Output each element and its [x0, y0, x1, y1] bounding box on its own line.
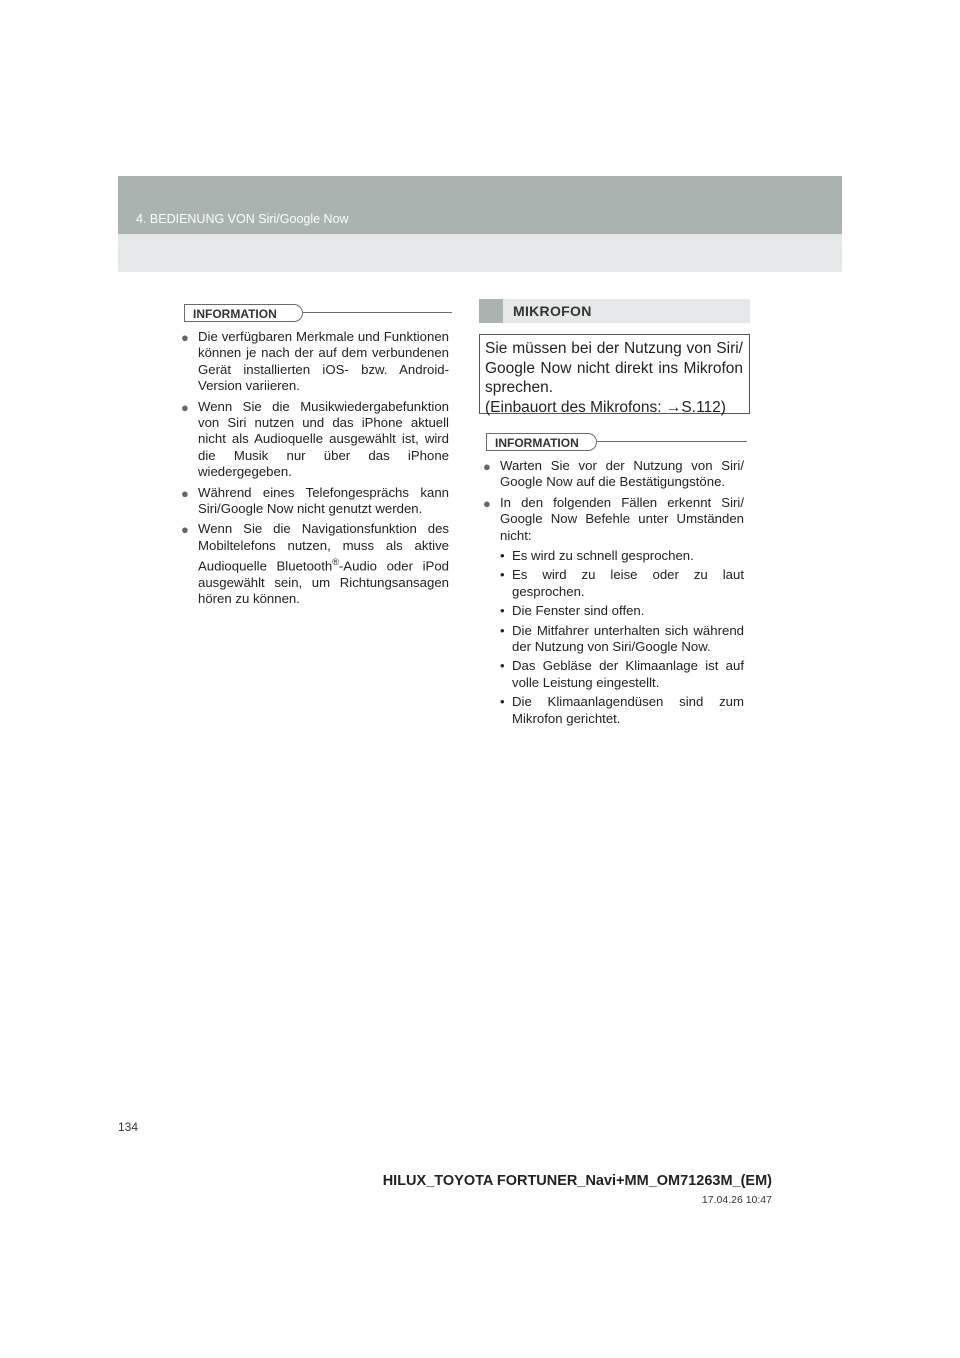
right-info-sublist — [500, 548, 744, 727]
arrow-right-icon: → — [665, 398, 682, 416]
mikrofon-title: MIKROFON — [513, 303, 592, 319]
mikrofon-header-block — [479, 299, 503, 323]
sub-list-item: • Das Gebläse der Klimaanlage ist auf volle Leistung eingestellt. — [500, 658, 744, 690]
mikrofon-box — [479, 334, 750, 414]
list-item: ● Die verfügbaren Merkmale und Funktionen können je nach der auf dem verbundenen Gerät installierten iOS- bzw. Android-Version variieren. — [181, 329, 449, 394]
sub-list-item: • Die Fenster sind offen. — [500, 603, 645, 619]
left-info-label: INFORMATION — [184, 304, 303, 322]
header-band — [118, 176, 842, 272]
footer-model: HILUX_TOYOTA FORTUNER_Navi+MM_OM71263M_(EM) — [382, 1173, 772, 1189]
right-info-label: INFORMATION — [486, 433, 597, 451]
bullet-dot-icon: ● — [181, 522, 189, 538]
list-item: ● Wenn Sie die Musikwiedergabefunktion von Siri nutzen und das iPhone aktuell nicht als Audioquelle ausgewählt ist, wird die Musik nur über das iPhone wiedergegeben. — [181, 398, 449, 480]
list-item: ● Während eines Telefongesprächs kann Siri/Google Now nicht genutzt werden. — [181, 484, 449, 517]
sub-list-item: • Die Mitfahrer unterhalten sich während der Nutzung von Siri/Google Now. — [500, 622, 744, 655]
right-info-list — [483, 458, 744, 731]
sub-list-item: • Es wird zu schnell gesprochen. — [500, 548, 694, 564]
mikrofon-header — [479, 299, 750, 323]
bullet-dot-icon: ● — [483, 495, 491, 511]
footer-date: 17.04.26 10:47 — [701, 1194, 772, 1206]
section-title: 4. BEDIENUNG VON Siri/Google Now — [136, 212, 349, 226]
mikrofon-line-1: Sie müssen bei der Nutzung von Siri/ — [485, 340, 743, 357]
bullet-dot-icon: ● — [181, 399, 189, 415]
mikrofon-line-3: sprechen. — [485, 379, 554, 396]
bullet-dot-icon: ● — [181, 330, 189, 345]
list-item: ● In den folgenden Fällen erkennt Siri/ Google Now Befehle unter Umständen nicht: • Es wird zu schnell gesprochen. • Es wird zu leise oder zu laut gesprochen. • Die Fenster sind offen. • Die Mitfahrer unterhalten sich während der Nutzung von Siri/Google Now. • Das Gebläse der Klimaanlage ist auf volle Leistung eingestellt. • Die Klimaanlagendüsen sind zum Mikrofon gerichtet. — [483, 494, 744, 726]
mikrofon-line-2: Google Now nicht direkt ins Mikrofon — [485, 359, 743, 377]
bullet-dot-icon: ● — [483, 459, 491, 474]
left-info-rule — [303, 312, 452, 313]
bullet-dot-icon: ● — [181, 485, 189, 501]
page-reference: S.112) — [681, 398, 726, 416]
mikrofon-line-4: (Einbauort des Mikrofons: →S.112) — [485, 398, 726, 416]
page-number: 134 — [118, 1120, 139, 1134]
list-item: ● Wenn Sie die Navigationsfunktion des Mobiltelefons nutzen, muss als aktive Audioquelle Bluetooth®-Audio oder iPod ausgewählt sein, um Richtungsansagen hören zu können. — [181, 521, 449, 607]
sub-list-item: • Es wird zu leise oder zu laut gesprochen. — [500, 567, 744, 599]
sub-list-item: • Die Klimaanlagendüsen sind zum Mikrofon gerichtet. — [500, 694, 744, 726]
header-bar — [118, 176, 842, 234]
left-info-list — [181, 329, 449, 612]
right-info-rule — [597, 441, 747, 442]
list-item: ● Warten Sie vor der Nutzung von Siri/ Google Now auf die Bestätigungstöne. — [483, 458, 744, 490]
